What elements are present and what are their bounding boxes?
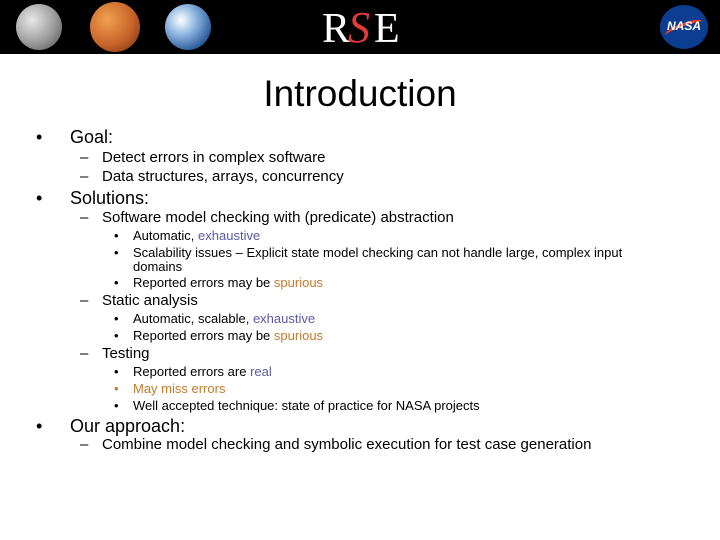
bullet-marker: •: [114, 328, 119, 343]
item-text: Reported errors may be: [133, 328, 274, 343]
item-text: Reported errors are: [133, 364, 251, 379]
bullet-marker: •: [114, 275, 119, 290]
bullet-marker: •: [114, 311, 119, 326]
approach-label: Our approach:: [70, 416, 186, 436]
rse-logo-e: E: [374, 6, 400, 52]
bullet-marker: •: [114, 228, 119, 243]
goal-label: Goal:: [70, 127, 114, 147]
item-text-continuation: domains: [133, 259, 183, 274]
highlight-may-miss-errors: May miss errors: [133, 381, 226, 396]
goal-item-text: Data structures, arrays, concurrency: [102, 168, 344, 185]
mercury-planet-image: [16, 4, 62, 50]
item-text: Scalability issues – Explicit state model checking can not handle large, complex input: [133, 245, 623, 260]
nasa-logo: [660, 5, 708, 49]
item-text: Automatic,: [133, 228, 199, 243]
highlight-real: real: [250, 364, 272, 379]
highlight-spurious: spurious: [273, 328, 324, 343]
nasa-logo-text: NASA: [666, 19, 701, 33]
testing-label: Testing: [102, 345, 150, 362]
highlight-exhaustive: exhaustive: [252, 311, 316, 326]
item-text: Reported errors may be: [133, 275, 274, 290]
bullet-marker: •: [114, 398, 119, 413]
goal-item-text: Detect errors in complex software: [102, 149, 326, 166]
dash-marker: –: [80, 345, 89, 362]
slide-title: Introduction: [263, 73, 457, 114]
bullet-marker: •: [36, 416, 43, 436]
static-analysis-label: Static analysis: [102, 292, 198, 309]
bullet-marker: •: [36, 188, 43, 208]
rse-logo: [322, 3, 408, 52]
header-banner: [0, 0, 720, 54]
bullet-marker: •: [114, 381, 119, 396]
rse-logo-r: R: [322, 6, 351, 52]
dash-marker: –: [80, 209, 89, 226]
item-text: Automatic, scalable,: [133, 311, 253, 326]
dash-marker: –: [80, 436, 89, 453]
bullet-marker: •: [114, 245, 119, 260]
dash-marker: –: [80, 292, 89, 309]
dash-marker: –: [80, 168, 89, 185]
earth-planet-image: [165, 4, 211, 50]
mars-planet-image: [90, 2, 140, 52]
model-checking-label: Software model checking with (predicate) abstraction: [102, 209, 454, 226]
approach-item-text: Combine model checking and symbolic execution for test case generation: [102, 436, 592, 453]
highlight-exhaustive: exhaustive: [198, 228, 261, 243]
highlight-spurious: spurious: [273, 275, 324, 290]
item-text: Well accepted technique: state of practice for NASA projects: [133, 398, 480, 413]
solutions-label: Solutions:: [70, 188, 150, 208]
bullet-marker: •: [114, 364, 119, 379]
dash-marker: –: [80, 149, 89, 166]
bullet-marker: •: [36, 127, 43, 147]
rse-logo-s: S: [348, 3, 370, 52]
